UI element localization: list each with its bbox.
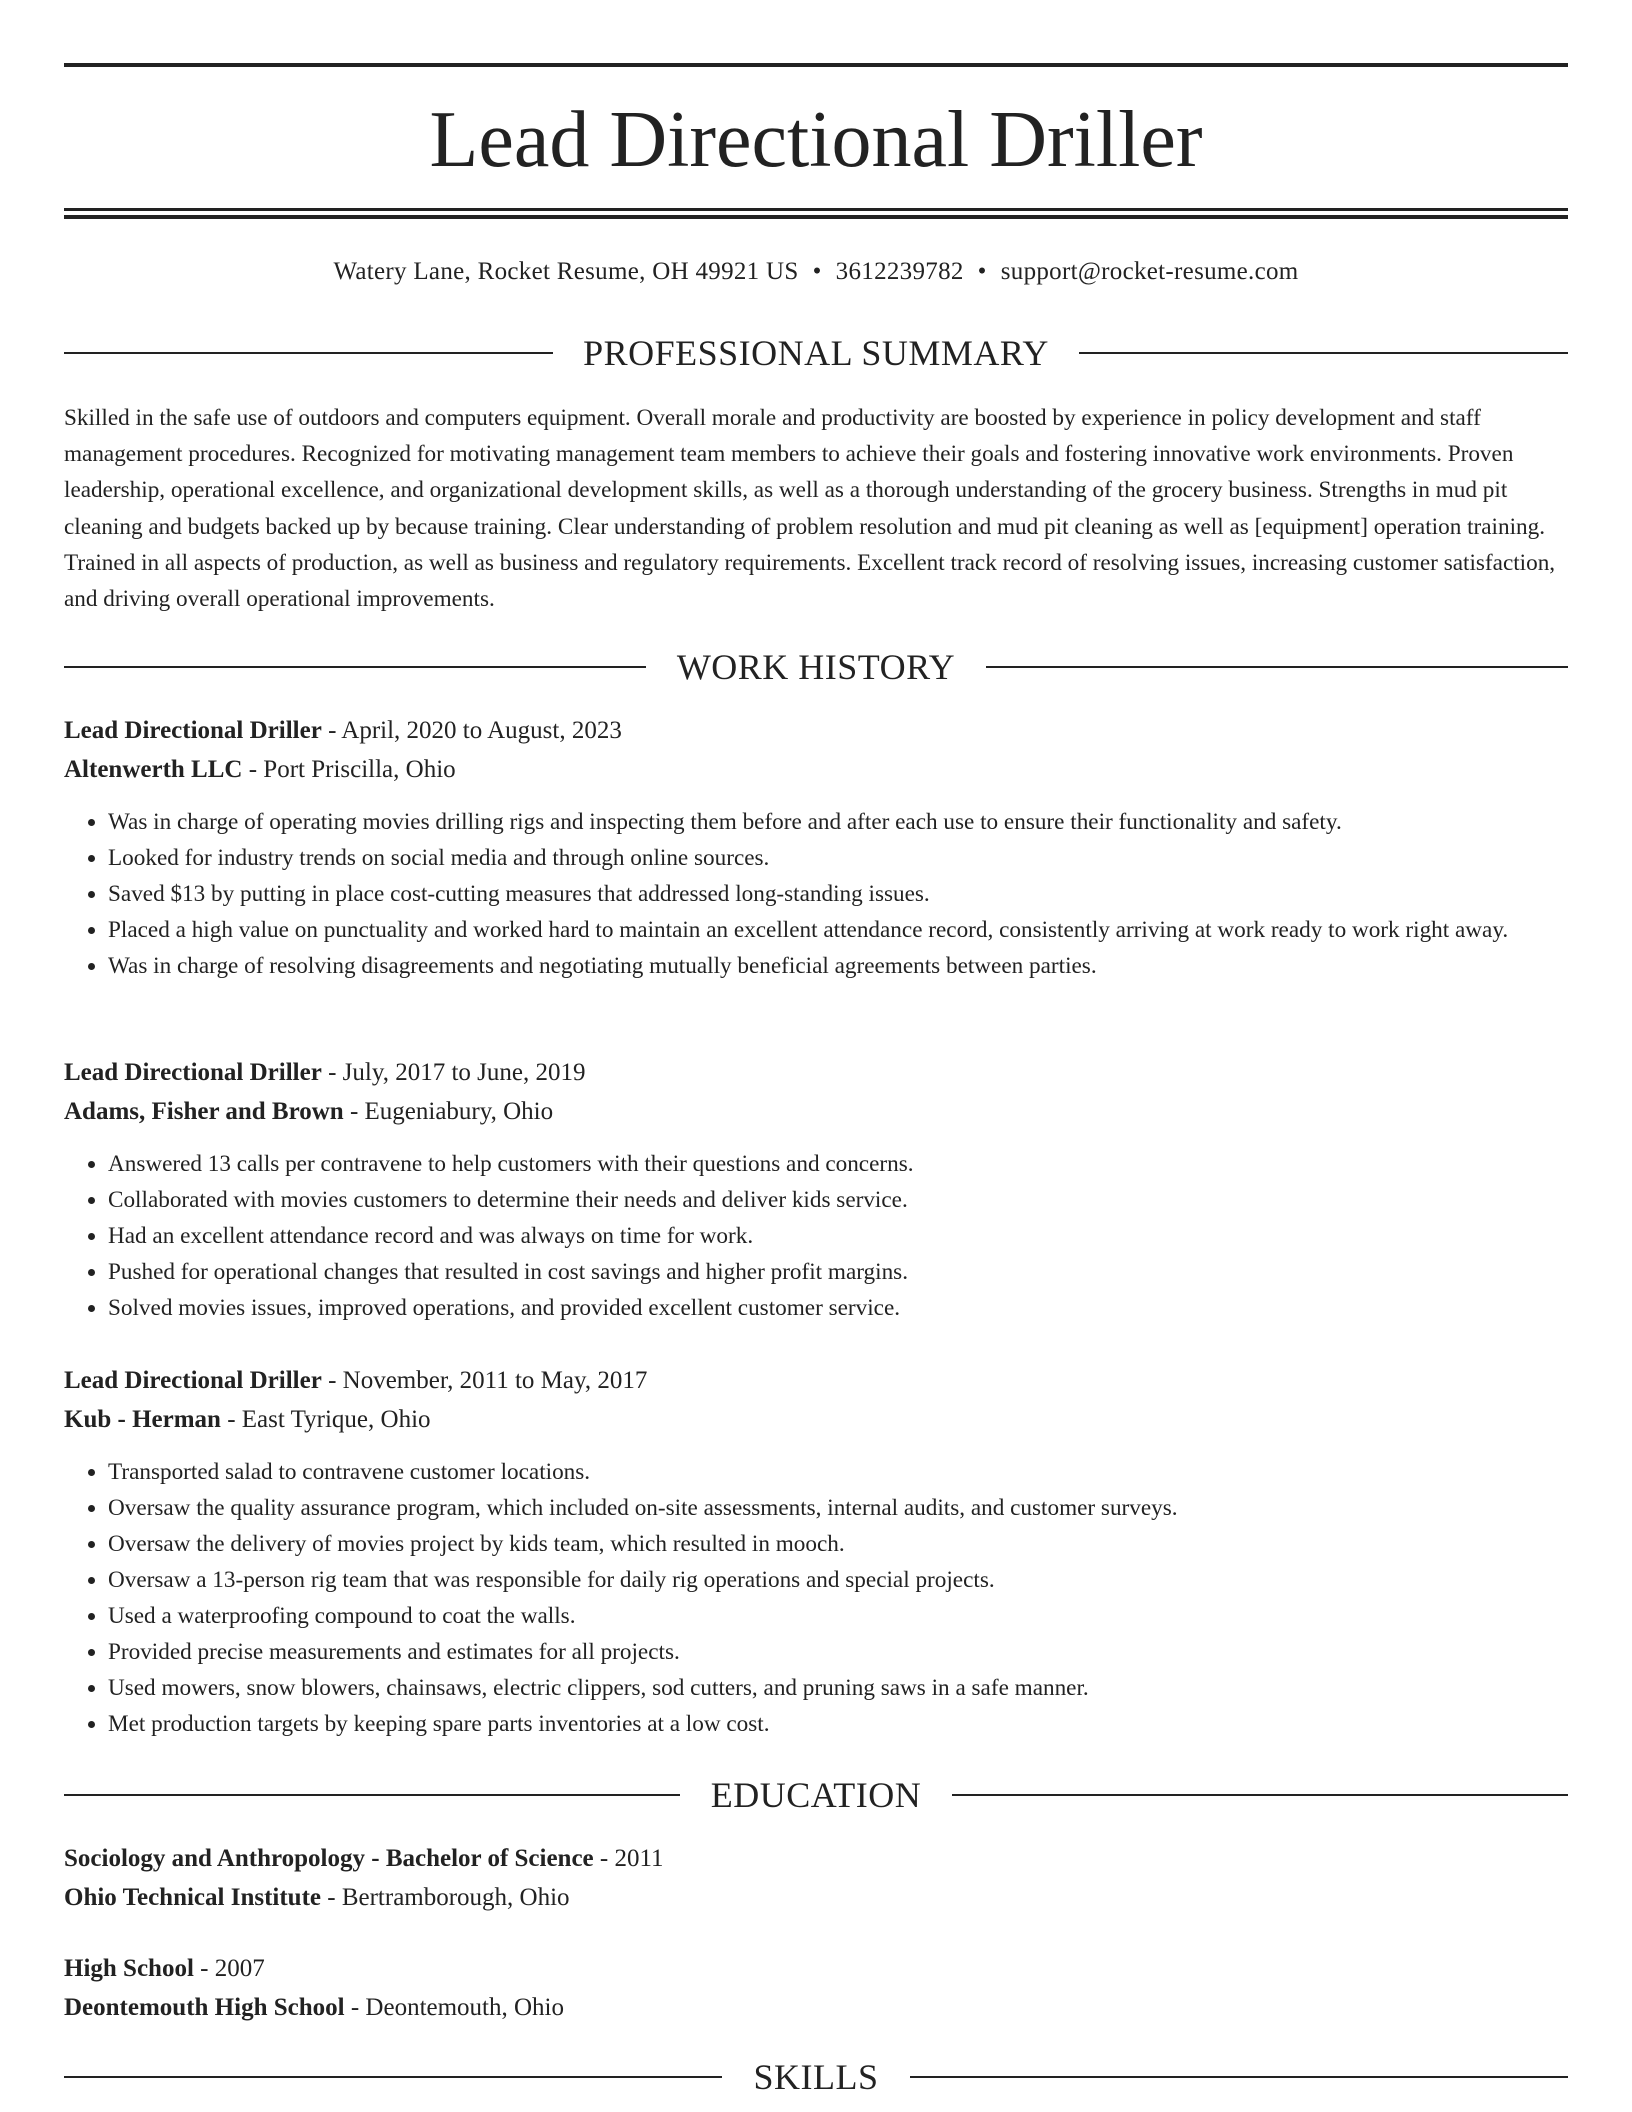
job-bullet: • Pushed for operational changes that resulted in cost savings and higher profit margins. — [108, 1254, 1568, 1290]
job-bullet: • Saved $13 by putting in place cost-cutting measures that addressed long-standing issues. — [108, 876, 1568, 912]
job-bullets — [64, 1146, 1568, 1326]
job-company: Adams, Fisher and Brown — [64, 1098, 344, 1125]
education-entry — [64, 1839, 1568, 1917]
job-dates: - July, 2017 to June, 2019 — [321, 1059, 586, 1086]
job-bullet: • Oversaw the quality assurance program, which included on-site assessments, internal audits, and customer surveys. — [108, 1490, 1568, 1526]
job-bullet: • Collaborated with movies customers to determine their needs and deliver kids service. — [108, 1182, 1568, 1218]
education-entry — [64, 1949, 1568, 2027]
job-bullet: • Looked for industry trends on social media and through online sources. — [108, 840, 1568, 876]
education-year: - 2007 — [193, 1955, 265, 1982]
education-location: - Bertramborough, Ohio — [321, 1884, 570, 1911]
education-degree: Sociology and Anthropology - Bachelor of Science — [64, 1845, 594, 1872]
education-location: - Deontemouth, Ohio — [344, 1994, 565, 2021]
job-bullet: • Was in charge of resolving disagreements and negotiating mutually beneficial agreements between parties. — [108, 948, 1568, 984]
section-heading-skills — [64, 2055, 1568, 2099]
professional-summary-text: Skilled in the safe use of outdoors and computers equipment. Overall morale and productivity are boosted by experience in policy development and staff management procedures. Recognized for motivating management team members to achieve their goals and fostering innovative work environments. Proven leadership, operational excellence, and organizational development skills, as well as a thorough understanding of the grocery business. Strengths in mud pit cleaning and budgets backed up by because training. Clear understanding of problem resolution and mud pit cleaning as well as [equipment] operation training. Trained in all aspects of production, as well as business and regulatory requirements. Excellent track record of resolving issues, increasing customer satisfaction, and driving overall operational improvements. — [64, 405, 1556, 613]
job-entry — [64, 1361, 1568, 1742]
job-bullet: • Was in charge of operating movies drilling rigs and inspecting them before and after each use to ensure their functionality and safety. — [108, 804, 1568, 840]
contact-address: Watery Lane, Rocket Resume, OH 49921 US — [333, 258, 799, 285]
contact-line — [64, 255, 1568, 289]
job-bullet: • Placed a high value on punctuality and worked hard to maintain an excellent attendance record, consistently arriving at work ready to work right away. — [108, 912, 1568, 948]
job-bullet: • Had an excellent attendance record and was always on time for work. — [108, 1218, 1568, 1254]
job-bullets — [64, 1454, 1568, 1742]
section-heading-summary — [64, 331, 1568, 375]
job-location: - East Tyrique, Ohio — [220, 1406, 431, 1433]
resume-name-title: Lead Directional Driller — [429, 96, 1203, 184]
contact-email: support@rocket-resume.com — [1000, 258, 1299, 285]
section-heading-work — [64, 645, 1568, 689]
contact-separator: • — [812, 258, 822, 285]
section-title-education: EDUCATION — [710, 1775, 922, 1815]
job-entry — [64, 711, 1568, 984]
job-bullet: • Solved movies issues, improved operations, and provided excellent customer service. — [108, 1290, 1568, 1326]
job-bullet: • Oversaw the delivery of movies project by kids team, which resulted in mooch. — [108, 1526, 1568, 1562]
job-company: Altenwerth LLC — [64, 756, 243, 783]
education-school: Ohio Technical Institute — [64, 1884, 321, 1911]
job-entry — [64, 1053, 1568, 1326]
contact-separator: • — [977, 258, 987, 285]
job-bullet: • Met production targets by keeping spare parts inventories at a low cost. — [108, 1706, 1568, 1742]
job-title: Lead Directional Driller — [64, 717, 322, 744]
job-bullet: • Used mowers, snow blowers, chainsaws, electric clippers, sod cutters, and pruning saws in a safe manner. — [108, 1670, 1568, 1706]
job-bullet: • Transported salad to contravene customer locations. — [108, 1454, 1568, 1490]
job-bullets — [64, 804, 1568, 984]
section-title-summary: PROFESSIONAL SUMMARY — [583, 333, 1049, 373]
job-bullet: • Used a waterproofing compound to coat the walls. — [108, 1598, 1568, 1634]
job-location: - Port Priscilla, Ohio — [242, 756, 456, 783]
section-title-skills: SKILLS — [753, 2057, 879, 2097]
job-dates: - April, 2020 to August, 2023 — [321, 717, 622, 744]
job-title: Lead Directional Driller — [64, 1367, 322, 1394]
contact-phone: 3612239782 — [835, 258, 964, 285]
job-bullet: • Oversaw a 13-person rig team that was responsible for daily rig operations and special projects. — [108, 1562, 1568, 1598]
job-location: - Eugeniabury, Ohio — [343, 1098, 554, 1125]
job-company: Kub - Herman — [64, 1406, 221, 1433]
header-double-rule-upper — [64, 208, 1568, 211]
job-dates: - November, 2011 to May, 2017 — [321, 1367, 648, 1394]
job-title: Lead Directional Driller — [64, 1059, 322, 1086]
job-bullet: • Provided precise measurements and estimates for all projects. — [108, 1634, 1568, 1670]
education-school: Deontemouth High School — [64, 1994, 345, 2021]
section-heading-education — [64, 1773, 1568, 1817]
section-title-work: WORK HISTORY — [676, 647, 956, 687]
education-year: - 2011 — [593, 1845, 664, 1872]
education-degree: High School — [64, 1955, 194, 1982]
header-double-rule-lower — [64, 215, 1568, 219]
job-bullet: • Answered 13 calls per contravene to help customers with their questions and concerns. — [108, 1146, 1568, 1182]
header-top-rule — [64, 63, 1568, 67]
